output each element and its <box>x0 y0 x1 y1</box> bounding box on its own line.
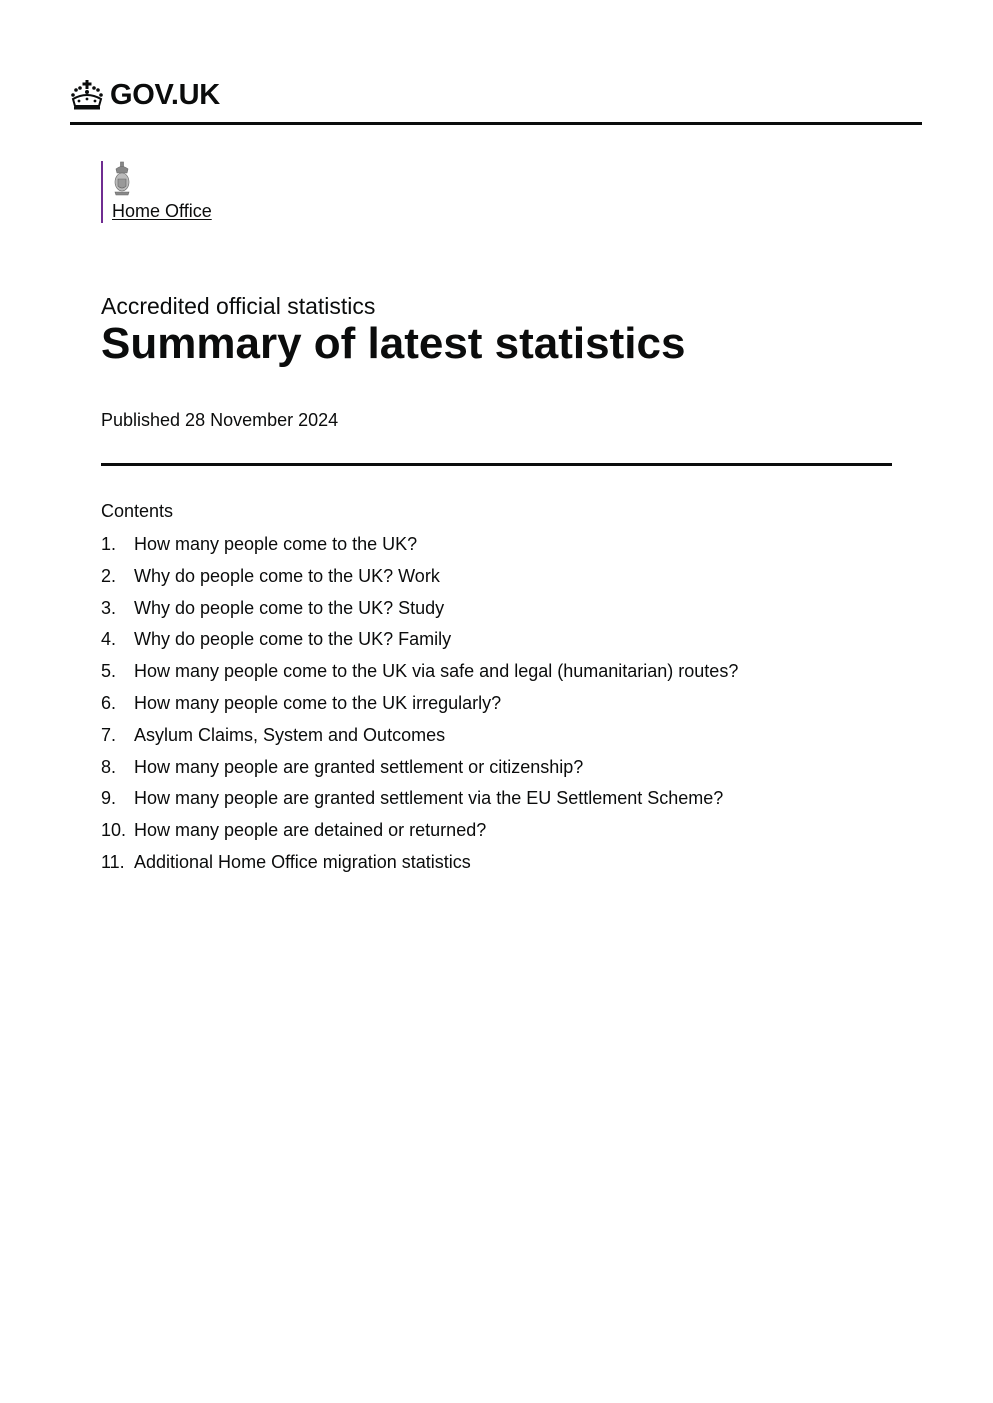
page-title: Summary of latest statistics <box>101 319 686 368</box>
contents-item[interactable] <box>101 723 738 755</box>
contents-item-label[interactable]: How many people are detained or returned? <box>134 820 487 841</box>
contents-item-label[interactable]: Additional Home Office migration statistics <box>134 851 471 872</box>
govuk-wordmark: GOV.UK <box>110 79 220 111</box>
contents-item[interactable] <box>101 596 738 628</box>
document-type: Accredited official statistics <box>101 293 376 319</box>
contents-item[interactable] <box>101 627 738 659</box>
contents-item-number: 10. <box>101 820 127 841</box>
contents-item[interactable] <box>101 691 738 723</box>
contents-item-number: 1. <box>101 534 117 554</box>
home-office-link[interactable]: Home Office <box>112 201 212 221</box>
contents-item[interactable] <box>101 564 738 596</box>
section-divider <box>101 463 892 466</box>
contents-item-label[interactable]: How many people come to the UK? <box>134 534 418 554</box>
contents-item-label[interactable]: How many people are granted settlement or citizenship? <box>134 756 584 777</box>
royal-crest-icon <box>111 161 133 197</box>
contents-heading: Contents <box>101 501 174 521</box>
contents-item-number: 9. <box>101 788 117 809</box>
organisation-logo <box>101 161 261 223</box>
contents-item-label[interactable]: Asylum Claims, System and Outcomes <box>134 724 446 745</box>
contents-item-label[interactable]: How many people are granted settlement via the EU Settlement Scheme? <box>134 788 724 809</box>
contents-item[interactable] <box>101 818 738 850</box>
contents-item-label[interactable]: Why do people come to the UK? Work <box>134 565 440 586</box>
contents-list <box>101 532 738 882</box>
contents-item-number: 6. <box>101 692 117 713</box>
published-date: Published 28 November 2024 <box>101 410 339 430</box>
contents-item-number: 2. <box>101 565 117 586</box>
contents-item-number: 5. <box>101 661 117 682</box>
contents-item-label[interactable]: Why do people come to the UK? Family <box>134 629 452 650</box>
contents-item-label[interactable]: How many people come to the UK via safe and legal (humanitarian) routes? <box>134 661 739 682</box>
contents-item[interactable] <box>101 786 738 818</box>
contents-item-number: 4. <box>101 629 117 650</box>
contents-item-number: 11. <box>101 851 125 872</box>
contents-item[interactable] <box>101 532 738 564</box>
crown-icon <box>70 79 104 111</box>
contents-item[interactable] <box>101 755 738 787</box>
contents-item-label[interactable]: How many people come to the UK irregularly? <box>134 692 502 713</box>
contents-item[interactable] <box>101 659 738 691</box>
contents-item[interactable] <box>101 850 738 882</box>
govuk-header <box>70 76 922 125</box>
contents-item-number: 7. <box>101 724 117 745</box>
contents-item-label[interactable]: Why do people come to the UK? Study <box>134 597 445 618</box>
govuk-logo[interactable] <box>70 76 220 114</box>
contents-item-number: 3. <box>101 597 117 618</box>
contents-item-number: 8. <box>101 756 117 777</box>
